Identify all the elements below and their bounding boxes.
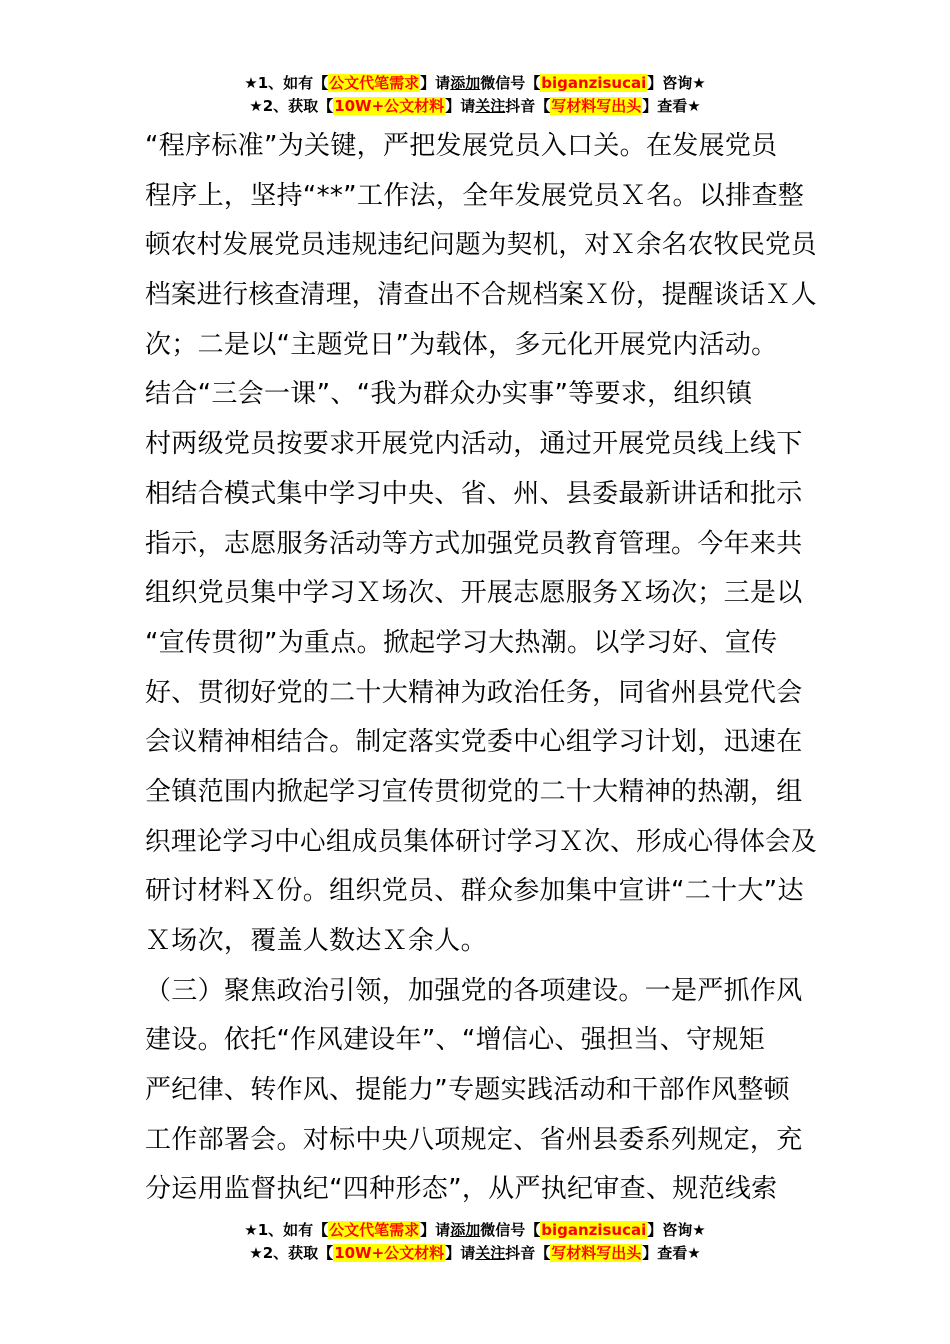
header-line-2-prefix: ★2、获取【 [249,97,334,115]
body-line: 织理论学习中心组成员集体研讨学习Ｘ次、形成心得体会及 [145,826,817,857]
header-line-2-middle-2: 抖音【 [505,97,551,115]
footer-line-2 [0,1242,950,1265]
header-line-1-suffix: 】咨询★ [647,74,706,92]
body-line: 程序上，坚持“**”工作法，全年发展党员Ｘ名。以排查整 [145,180,805,211]
body-line: 档案进行核查清理，清查出不合规档案Ｘ份，提醒谈话Ｘ人 [145,280,817,311]
body-line: 顿农村发展党员违规违纪问题为契机，对Ｘ余名农牧民党员 [145,230,817,261]
body-line: 相结合模式集中学习中央、省、州、县委最新讲话和批示 [145,478,803,509]
header-line-1-prefix: ★1、如有【 [244,74,329,92]
footer-banner [0,1219,950,1265]
body-line: 组织党员集中学习Ｘ场次、开展志愿服务Ｘ场次；三是以 [145,578,803,609]
header-line-2-highlight-materials: 10W+公文材料 [334,97,445,115]
footer-line-1-emphasis: 添加 [450,1221,481,1239]
footer-line-1-highlight-wechat: biganzisucai [541,1221,647,1239]
header-line-2-suffix: 】查看★ [642,97,701,115]
footer-line-2-prefix: ★2、获取【 [249,1244,334,1262]
header-line-1-highlight-wechat: biganzisucai [541,74,647,92]
footer-line-1 [0,1219,950,1242]
body-line: 会议精神相结合。制定落实党委中心组学习计划，迅速在 [145,727,803,758]
body-line: 严纪律、转作风、提能力”专题实践活动和干部作风整顿 [145,1075,790,1106]
document-body [145,122,817,1215]
body-line: 好、贯彻好党的二十大精神为政治任务，同省州县党代会 [145,677,803,708]
header-line-2-middle: 】请 [445,97,476,115]
header-banner [0,72,950,118]
footer-line-1-middle-2: 微信号【 [480,1221,541,1239]
footer-line-1-prefix: ★1、如有【 [244,1221,329,1239]
footer-line-1-highlight-service: 公文代笔需求 [329,1221,420,1239]
body-line: Ｘ场次，覆盖人数达Ｘ余人。 [145,926,487,956]
body-line: 村两级党员按要求开展党内活动，通过开展党员线上线下 [145,429,803,460]
footer-line-2-suffix: 】查看★ [642,1244,701,1262]
section-heading-line: （三）聚焦政治引领，加强党的各项建设。一是严抓作风 [145,975,803,1006]
header-line-2-emphasis: 关注 [475,97,506,115]
footer-line-2-emphasis: 关注 [475,1244,506,1262]
footer-line-1-suffix: 】咨询★ [647,1221,706,1239]
body-line: 指示，志愿服务活动等方式加强党员教育管理。今年来共 [145,528,803,559]
footer-line-1-middle: 】请 [420,1221,451,1239]
header-line-2-highlight-douyin: 写材料写出头 [551,97,642,115]
body-line: 全镇范围内掀起学习宣传贯彻党的二十大精神的热潮，组 [145,776,803,807]
footer-line-2-middle: 】请 [445,1244,476,1262]
header-line-1-middle-2: 微信号【 [480,74,541,92]
body-line: 工作部署会。对标中央八项规定、省州县委系列规定，充 [145,1124,803,1155]
body-line: 研讨材料Ｘ份。组织党员、群众参加集中宣讲“二十大”达 [145,876,804,907]
header-line-1-middle: 】请 [420,74,451,92]
footer-line-2-highlight-materials: 10W+公文材料 [334,1244,445,1262]
header-line-1-emphasis: 添加 [450,74,481,92]
body-line: “宣传贯彻”为重点。掀起学习大热潮。以学习好、宣传 [145,627,778,658]
footer-line-2-middle-2: 抖音【 [505,1244,551,1262]
header-line-1-highlight-service: 公文代笔需求 [329,74,420,92]
body-line: “程序标准”为关键，严把发展党员入口关。在发展党员 [145,131,778,161]
header-line-2 [0,95,950,118]
footer-line-2-highlight-douyin: 写材料写出头 [551,1244,642,1262]
body-line: 建设。依托“作风建设年”、“增信心、强担当、守规矩 [145,1025,765,1056]
body-line: 结合“三会一课”、“我为群众办实事”等要求，组织镇 [145,379,753,410]
header-line-1 [0,72,950,95]
body-line: 分运用监督执纪“四种形态”，从严执纪审查、规范线索 [145,1174,778,1205]
body-line: 次；二是以“主题党日”为载体，多元化开展党内活动。 [145,329,778,360]
